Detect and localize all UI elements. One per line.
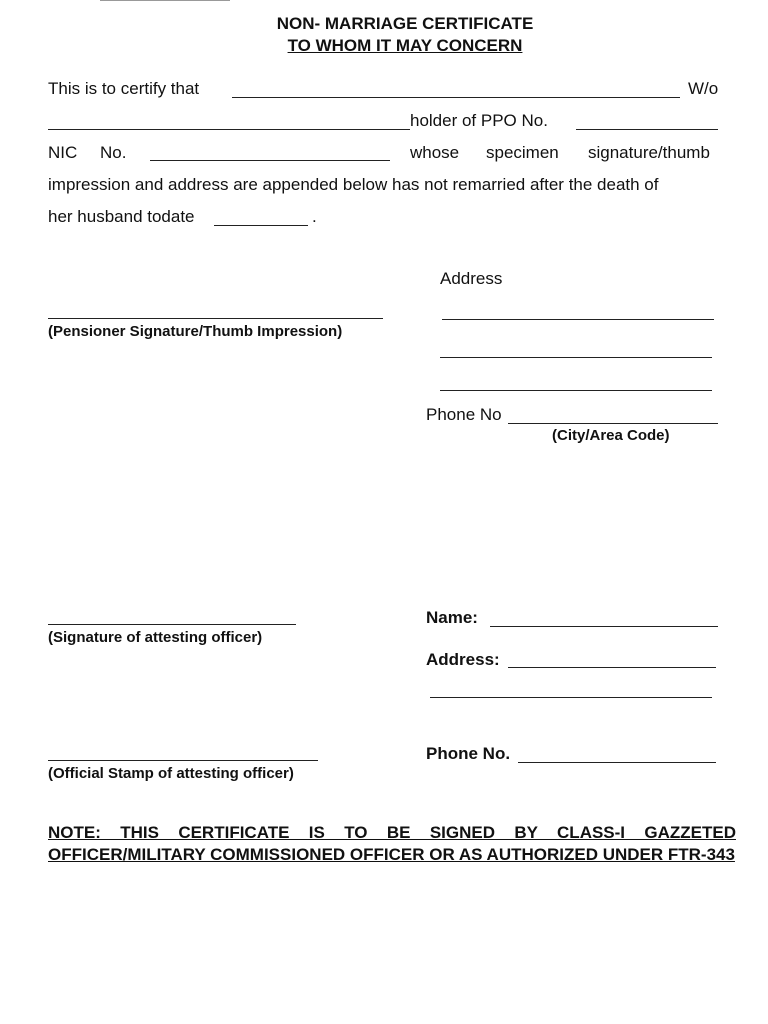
pensioner-phone-line[interactable]	[508, 423, 718, 424]
officer-address-line-2[interactable]	[430, 697, 712, 698]
officer-signature-label: (Signature of attesting officer)	[48, 629, 263, 646]
officer-name-label: Name:	[426, 608, 478, 627]
name-blank-line[interactable]	[232, 97, 680, 98]
document-title: NON- MARRIAGE CERTIFICATE	[276, 14, 534, 33]
ppo-label: holder of PPO No.	[410, 111, 548, 130]
authorization-note: NOTE: THIS CERTIFICATE IS TO BE SIGNED BY CLASS-I GAZZETED OFFICER/MILITARY COMMISSIONED OFFICER OR AS AUTHORIZED UNDER FTR-343	[48, 823, 736, 864]
official-stamp-label: (Official Stamp of attesting officer)	[48, 765, 294, 782]
pensioner-address-line-3[interactable]	[440, 390, 712, 391]
officer-phone-line[interactable]	[518, 762, 716, 763]
officer-address-line-1[interactable]	[508, 667, 716, 668]
pensioner-signature-line[interactable]	[48, 318, 383, 319]
nic-no-label: No.	[100, 143, 127, 162]
pensioner-address-line-1[interactable]	[442, 319, 714, 320]
whose-word: whose	[410, 143, 460, 162]
pensioner-address-line-2[interactable]	[440, 357, 712, 358]
signature-thumb-word: signature/thumb	[588, 143, 710, 162]
wife-of-label: W/o	[688, 79, 719, 98]
todate-period: .	[312, 207, 317, 226]
document-subtitle: TO WHOM IT MAY CONCERN	[287, 36, 523, 55]
todate-blank-line[interactable]	[214, 225, 308, 226]
top-margin-mark	[100, 0, 230, 1]
nic-blank-line[interactable]	[150, 160, 390, 161]
husband-name-blank-line[interactable]	[48, 129, 410, 130]
officer-name-line[interactable]	[490, 626, 718, 627]
todate-label: her husband todate	[48, 207, 195, 226]
city-area-code-label: (City/Area Code)	[552, 427, 670, 444]
certify-prefix: This is to certify that	[48, 79, 200, 98]
official-stamp-line[interactable]	[48, 760, 318, 761]
officer-phone-label: Phone No.	[426, 744, 511, 763]
ppo-blank-line[interactable]	[576, 129, 718, 130]
pensioner-address-label: Address	[440, 269, 503, 288]
nic-label: NIC	[48, 143, 78, 162]
officer-signature-line[interactable]	[48, 624, 296, 625]
pensioner-signature-label: (Pensioner Signature/Thumb Impression)	[48, 323, 343, 340]
certify-line-4: impression and address are appended below has not remarried after the death of	[48, 175, 659, 194]
specimen-word: specimen	[486, 143, 559, 162]
pensioner-phone-label: Phone No	[426, 405, 502, 424]
officer-address-label: Address:	[426, 650, 500, 669]
